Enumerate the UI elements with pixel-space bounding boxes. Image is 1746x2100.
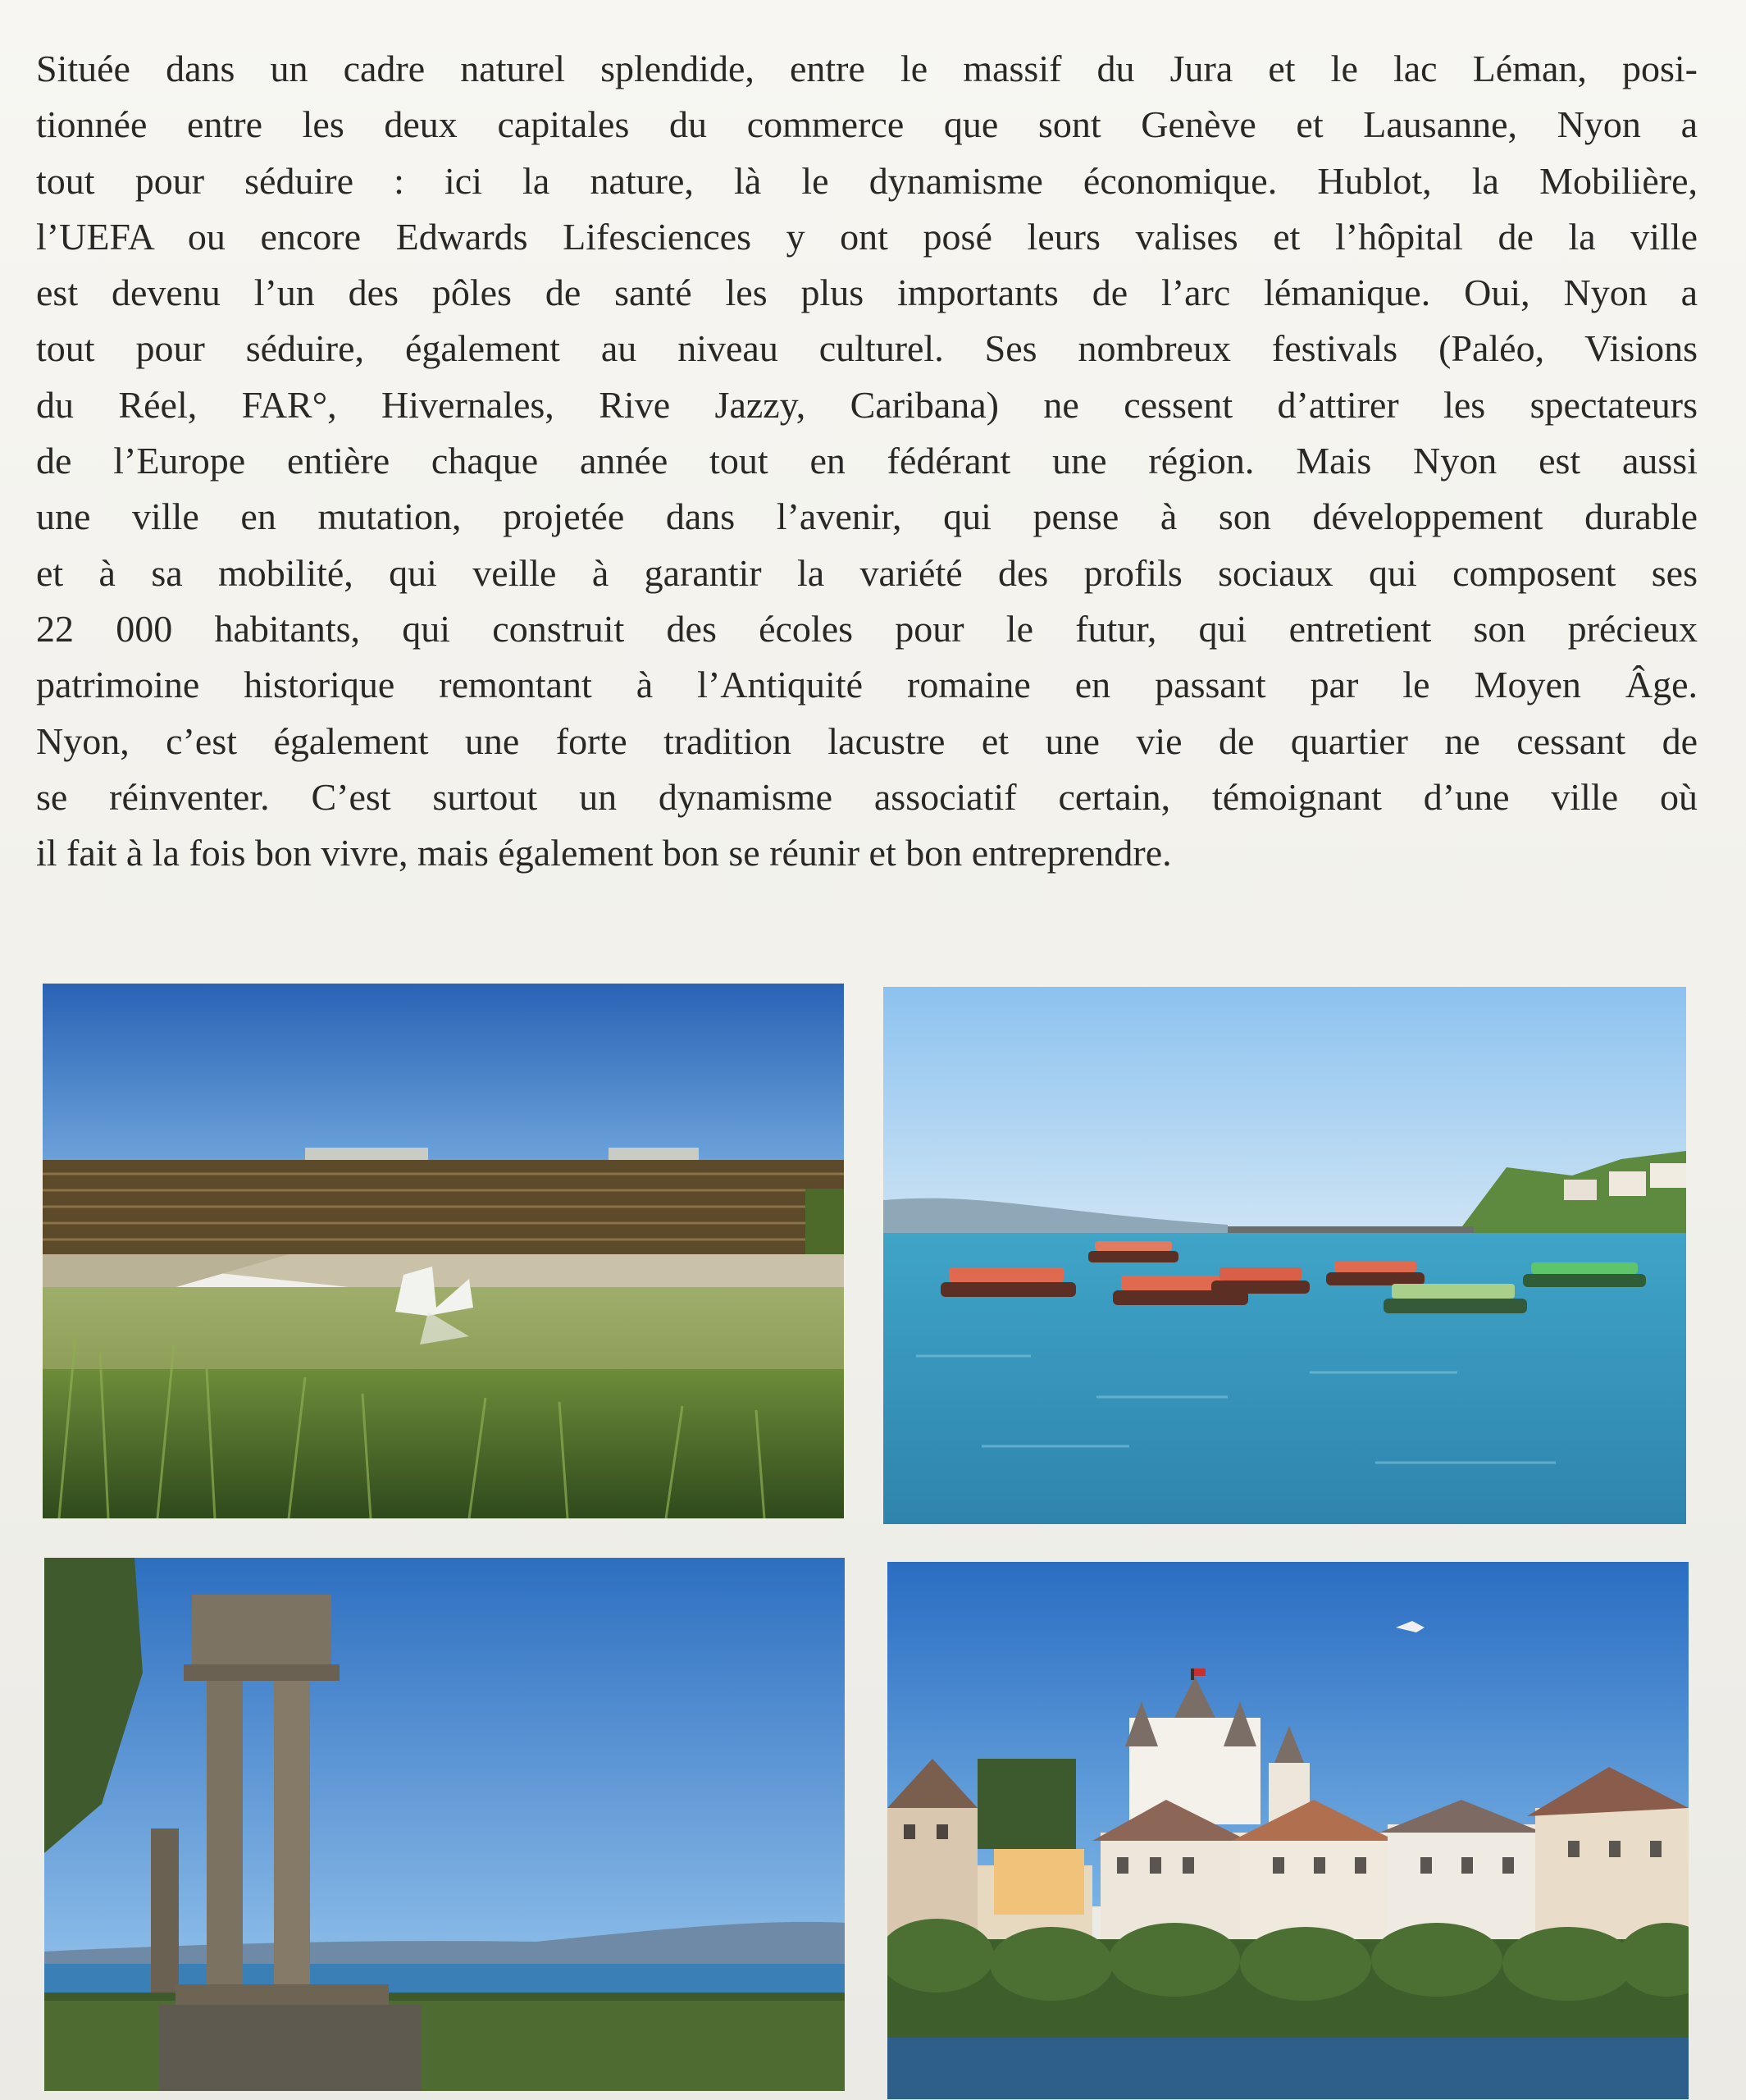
text-line: il fait à la fois bon vivre, mais également bon se réunir et bon entreprendre. <box>36 832 1172 874</box>
uefa-building-photo <box>43 984 844 1518</box>
text-line: 22 000 habitants, qui construit des écoles pour le futur, qui entretient son précieux <box>36 607 1698 650</box>
castle-icon <box>887 1562 1689 2099</box>
text-line: Nyon, c’est également une forte tradition lacustre et une vie de quartier ne cessant de <box>36 719 1698 762</box>
text-line: est devenu l’un des pôles de santé les plus importants de l’arc lémanique. Oui, Nyon a <box>36 272 1698 314</box>
roman-columns-icon <box>44 1558 845 2091</box>
text-line: se réinventer. C’est surtout un dynamisme associatif certain, témoignant d’une ville où <box>36 775 1698 818</box>
text-line: Située dans un cadre naturel splendide, entre le massif du Jura et le lac Léman, posi- <box>36 48 1698 89</box>
text-line: du Réel, FAR°, Hivernales, Rive Jazzy, Caribana) ne cessent d’attirer les spectateurs <box>36 383 1698 426</box>
modern-building-icon <box>43 984 844 1518</box>
text-line: tout pour séduire, également au niveau culturel. Ses nombreux festivals (Paléo, Visions <box>36 327 1698 370</box>
roman-columns-photo <box>44 1558 845 2091</box>
text-line: tionnée entre les deux capitales du commerce que sont Genève et Lausanne, Nyon a <box>36 103 1698 146</box>
text-line: une ville en mutation, projetée dans l’avenir, qui pense à son développement durable <box>36 495 1698 538</box>
text-line: et à sa mobilité, qui veille à garantir la variété des profils sociaux qui composent ses <box>36 551 1698 594</box>
text-line: de l’Europe entière chaque année tout en fédérant une région. Mais Nyon est aussi <box>36 440 1698 482</box>
text-line: patrimoine historique remontant à l’Antiquité romaine en passant par le Moyen Âge. <box>36 664 1698 706</box>
text-line: l’UEFA ou encore Edwards Lifesciences y ont posé leurs valises et l’hôpital de la ville <box>36 215 1698 258</box>
lake-pedal-boats-photo <box>883 987 1686 1524</box>
castle-old-town-photo <box>887 1562 1689 2099</box>
text-line: tout pour séduire : ici la nature, là le dynamisme économique. Hublot, la Mobilière, <box>36 159 1698 202</box>
pedal-boats-icon <box>883 987 1686 1524</box>
article-text <box>36 41 1698 881</box>
